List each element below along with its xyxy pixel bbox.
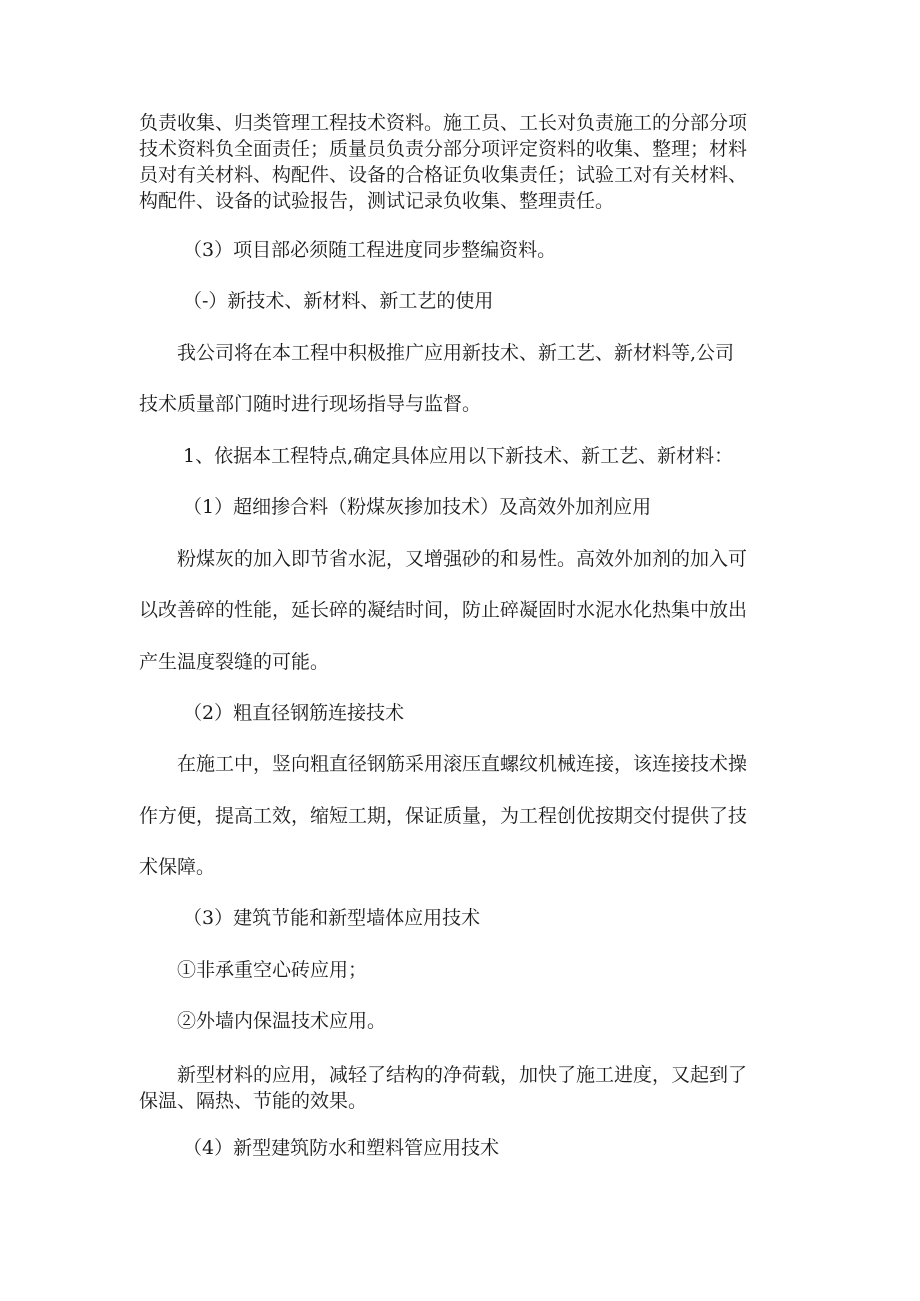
text-line: （3）项目部必须随工程进度同步整编资料。 bbox=[183, 239, 557, 261]
text-line: ①非承重空心砖应用； bbox=[177, 959, 368, 981]
text-line: 粉煤灰的加入即节省水泥，又增强砂的和易性。高效外加剂的加入可 bbox=[177, 548, 748, 570]
text-line: 技术资料负全面责任；质量员负责分部分项评定资料的收集、整理；材料 bbox=[139, 138, 748, 160]
text-line: （-）新技术、新材料、新工艺的使用 bbox=[183, 290, 494, 312]
text-line: （2）粗直径钢筋连接技术 bbox=[183, 702, 405, 724]
text-line: 作方便，提高工效，缩短工期，保证质量，为工程创优按期交付提供了技 bbox=[139, 805, 748, 827]
text-line: 产生温度裂缝的可能。 bbox=[139, 651, 330, 673]
text-line: （3）建筑节能和新型墙体应用技术 bbox=[183, 907, 481, 929]
text-line: ②外墙内保温技术应用。 bbox=[177, 1010, 387, 1032]
text-line: 技术质量部门随时进行现场指导与监督。 bbox=[139, 393, 482, 415]
text-line: 1、依据本工程特点,确定具体应用以下新技术、新工艺、新材料： bbox=[183, 445, 734, 467]
text-line: 新型材料的应用，减轻了结构的净荷载，加快了施工进度，又起到了 bbox=[177, 1064, 748, 1086]
text-line: 保温、隔热、节能的效果。 bbox=[139, 1090, 368, 1112]
text-line: 员对有关材料、构配件、设备的合格证负收集责任；试验工对有关材料、 bbox=[139, 164, 748, 186]
text-line: 在施工中，竖向粗直径钢筋采用滚压直螺纹机械连接，该连接技术操 bbox=[177, 753, 748, 775]
text-line: （4）新型建筑防水和塑料管应用技术 bbox=[183, 1137, 500, 1159]
text-line: 以改善碎的性能，延长碎的凝结时间，防止碎凝固时水泥水化热集中放出 bbox=[139, 599, 748, 621]
text-line: 我公司将在本工程中积极推广应用新技术、新工艺、新材料等,公司 bbox=[177, 342, 735, 364]
text-line: 构配件、设备的试验报告，测试记录负收集、整理责任。 bbox=[139, 190, 615, 212]
text-line: 负责收集、归类管理工程技术资料。施工员、工长对负责施工的分部分项 bbox=[139, 112, 748, 134]
text-line: （1）超细掺合料（粉煤灰掺加技术）及高效外加剂应用 bbox=[183, 496, 652, 518]
text-line: 术保障。 bbox=[139, 856, 216, 878]
